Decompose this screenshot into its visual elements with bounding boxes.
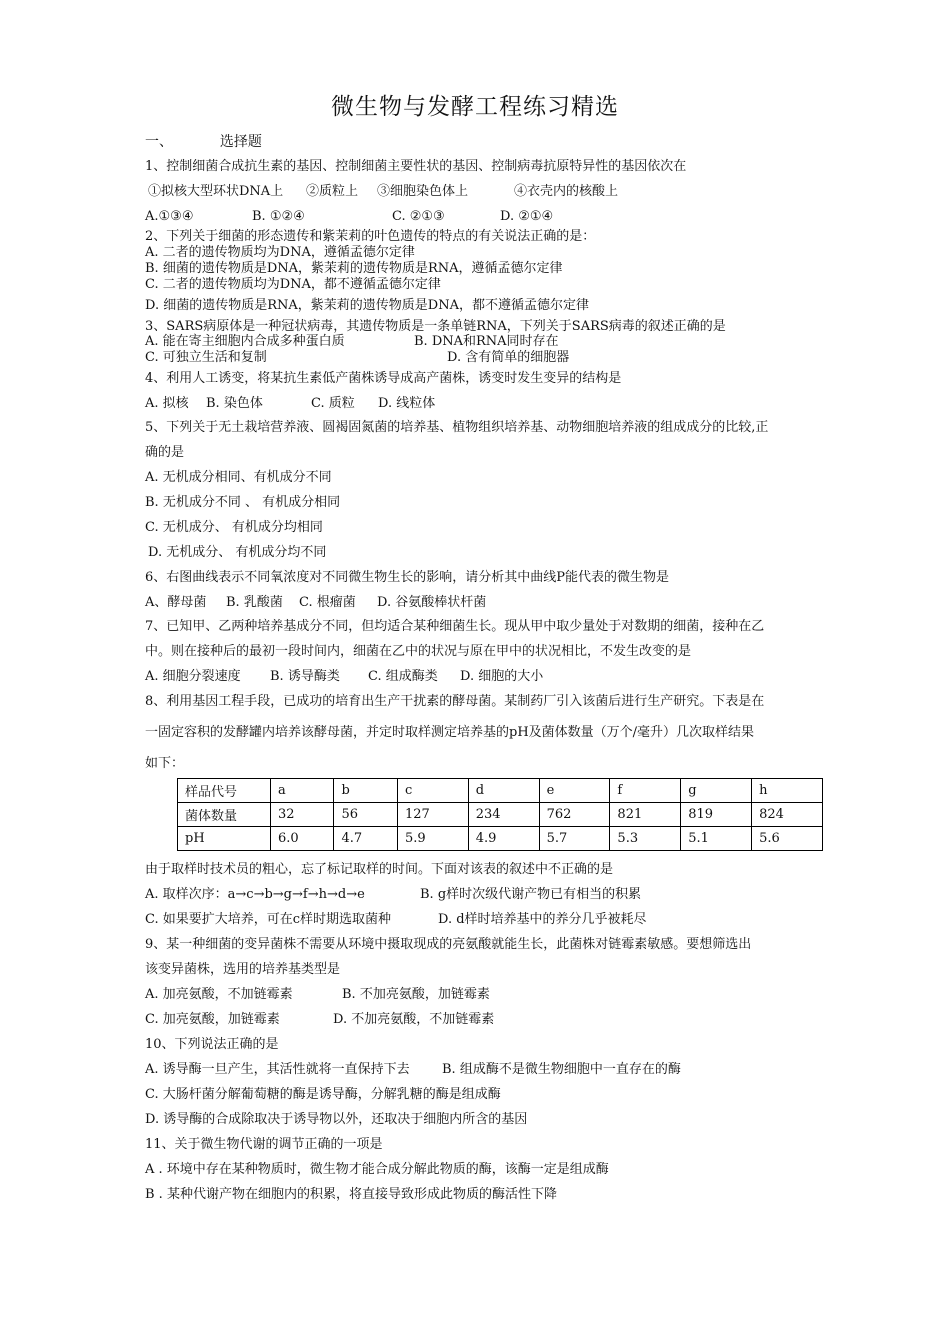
q3-option-c: C. 可独立生活和复制	[145, 350, 267, 365]
q4-stem: 4、利用人工诱变，将某抗生素低产菌株诱导成高产菌株，诱变时发生变异的结构是	[145, 371, 622, 386]
q11-option-a: A . 环境中存在某种物质时，微生物才能合成分解此物质的酶，该酶一定是组成酶	[145, 1162, 609, 1177]
table-cell: c	[397, 779, 468, 803]
sample-table	[177, 778, 823, 851]
q2-stem: 2、下列关于细菌的形态遗传和紫茉莉的叶色遗传的特点的有关说法正确的是：	[145, 229, 596, 244]
table-cell: 5.7	[539, 827, 610, 851]
q1-item-3: ③细胞染色体上	[377, 184, 469, 199]
q10-option-c: C. 大肠杆菌分解葡萄糖的酶是诱导酶，分解乳糖的酶是组成酶	[145, 1087, 501, 1102]
q3-option-a: A. 能在寄主细胞内合成多种蛋白质	[145, 334, 345, 349]
table-cell: h	[752, 779, 823, 803]
q9-stem-line-1: 9、某一种细菌的变异菌株不需要从环境中摄取现成的亮氨酸就能生长，此菌株对链霉素敏感。要想筛选出	[145, 937, 752, 952]
q5-option-c: C. 无机成分、 有机成分均相同	[145, 520, 323, 535]
q10-option-b: B. 组成酶不是微生物细胞中一直存在的酶	[442, 1062, 681, 1077]
table-cell: 5.1	[681, 827, 752, 851]
q9-option-b: B. 不加亮氨酸，加链霉素	[342, 987, 490, 1002]
q8-stem-line-3: 如下：	[145, 756, 185, 771]
q8-stem-line-2: 一固定容积的发酵罐内培养该酵母菌，并定时取样测定培养基的pH及菌体数量（万个/毫升）几次取样结果	[145, 725, 755, 740]
q4-option-c: C. 质粒	[311, 396, 355, 411]
table-cell: b	[334, 779, 397, 803]
q5-option-d: D. 无机成分、 有机成分均不同	[148, 545, 327, 560]
q6-option-d: D. 谷氨酸棒状杆菌	[377, 595, 487, 610]
q6-option-b: B. 乳酸菌	[226, 595, 283, 610]
q7-option-d: D. 细胞的大小	[460, 669, 544, 684]
q8-after-table: 由于取样时技术员的粗心，忘了标记取样的时间。下面对该表的叙述中不正确的是	[145, 862, 614, 877]
table-cell: 4.7	[334, 827, 397, 851]
q4-option-d: D. 线粒体	[378, 396, 436, 411]
q10-option-a: A. 诱导酶一旦产生，其活性就将一直保持下去	[145, 1062, 410, 1077]
q1-option-b: B. ①②④	[252, 209, 305, 224]
q7-stem-line-2: 中。则在接种后的最初一段时间内，细菌在乙中的状况与原在甲中的状况相比，不发生改变的是	[145, 644, 692, 659]
table-cell: 32	[271, 803, 334, 827]
table-cell: 819	[681, 803, 752, 827]
q3-option-b: B. DNA和RNA同时存在	[414, 334, 559, 349]
q7-option-a: A. 细胞分裂速度	[145, 669, 241, 684]
row-header: pH	[178, 827, 271, 851]
q2-option-b: B. 细菌的遗传物质是DNA，紫茉莉的遗传物质是RNA，遵循孟德尔定律	[145, 261, 563, 276]
q4-option-a: A. 拟核	[145, 396, 189, 411]
table-cell: 4.9	[468, 827, 539, 851]
table-row	[178, 803, 823, 827]
table-cell: a	[271, 779, 334, 803]
q1-item-1: ①拟核大型环状DNA上	[148, 184, 284, 199]
q2-option-d: D. 细菌的遗传物质是RNA，紫茉莉的遗传物质是DNA，都不遵循孟德尔定律	[145, 298, 589, 313]
q8-stem-line-1: 8、利用基因工程手段，已成功的培育出生产干扰素的酵母菌。某制药厂引入该菌后进行生产研究。下表是在	[145, 694, 765, 709]
q9-option-a: A. 加亮氨酸，不加链霉素	[145, 987, 293, 1002]
table-cell: 762	[539, 803, 610, 827]
table-cell: d	[468, 779, 539, 803]
q5-stem-line-1: 5、下列关于无土栽培营养液、圆褐固氮菌的培养基、植物组织培养基、动物细胞培养液的组成成分的比较,正	[145, 420, 769, 435]
q2-option-c: C. 二者的遗传物质均为DNA，都不遵循孟德尔定律	[145, 277, 441, 292]
table-cell: 127	[397, 803, 468, 827]
q1-item-4: ④衣壳内的核酸上	[514, 184, 619, 199]
q8-option-c: C. 如果要扩大培养，可在c样时期选取菌种	[145, 912, 392, 927]
q6-option-a: A、酵母菌	[145, 595, 207, 610]
table-cell: 234	[468, 803, 539, 827]
table-cell: f	[610, 779, 681, 803]
q3-option-d: D. 含有简单的细胞器	[447, 350, 570, 365]
q1-item-2: ②质粒上	[306, 184, 359, 199]
table-cell: 56	[334, 803, 397, 827]
q7-stem-line-1: 7、已知甲、乙两种培养基成分不同，但均适合某种细菌生长。现从甲中取少量处于对数期的细菌，接种在乙	[145, 619, 765, 634]
table-row	[178, 827, 823, 851]
q5-stem-line-2: 确的是	[145, 445, 185, 460]
q1-stem: 1、控制细菌合成抗生素的基因、控制细菌主要性状的基因、控制病毒抗原特异性的基因依次在	[145, 159, 687, 174]
table-cell: 6.0	[271, 827, 334, 851]
q8-option-a: A. 取样次序：a→c→b→g→f→h→d→e	[145, 887, 365, 902]
table-row	[178, 779, 823, 803]
q10-stem: 10、下列说法正确的是	[145, 1037, 279, 1052]
q3-stem: 3、SARS病原体是一种冠状病毒，其遗传物质是一条单链RNA，下列关于SARS病毒的叙述正确的是	[145, 319, 726, 334]
table-cell: e	[539, 779, 610, 803]
table-cell: 5.6	[752, 827, 823, 851]
section-label: 选择题	[219, 134, 262, 150]
q2-option-a: A. 二者的遗传物质均为DNA，遵循孟德尔定律	[145, 245, 415, 260]
q4-option-b: B. 染色体	[206, 396, 263, 411]
q10-option-d: D. 诱导酶的合成除取决于诱导物以外，还取决于细胞内所含的基因	[145, 1112, 528, 1127]
q5-option-b: B. 无机成分不同 、 有机成分相同	[145, 495, 341, 510]
page-title: 微生物与发酵工程练习精选	[331, 94, 619, 120]
q8-option-b: B. g样时次级代谢产物已有相当的积累	[420, 887, 642, 902]
section-heading	[145, 134, 262, 150]
q9-stem-line-2: 该变异菌株，选用的培养基类型是	[145, 962, 341, 977]
q9-option-c: C. 加亮氨酸，加链霉素	[145, 1012, 280, 1027]
q1-option-d: D. ②①④	[500, 209, 554, 224]
q6-option-c: C. 根瘤菌	[299, 595, 356, 610]
q8-option-d: D. d样时培养基中的养分几乎被耗尽	[438, 912, 647, 927]
table-cell: 5.3	[610, 827, 681, 851]
table-cell: g	[681, 779, 752, 803]
q9-option-d: D. 不加亮氨酸，不加链霉素	[333, 1012, 495, 1027]
table-cell: 821	[610, 803, 681, 827]
row-header: 菌体数量	[178, 803, 271, 827]
q7-option-b: B. 诱导酶类	[270, 669, 340, 684]
q6-stem: 6、右图曲线表示不同氧浓度对不同微生物生长的影响，请分析其中曲线P能代表的微生物是	[145, 570, 670, 585]
q1-option-c: C. ②①③	[392, 209, 445, 224]
q11-stem: 11、关于微生物代谢的调节正确的一项是	[145, 1137, 383, 1152]
table-cell: 5.9	[397, 827, 468, 851]
q5-option-a: A. 无机成分相同、有机成分不同	[145, 470, 332, 485]
q11-option-b: B . 某种代谢产物在细胞内的积累，将直接导致形成此物质的酶活性下降	[145, 1187, 557, 1202]
section-number: 一、	[145, 134, 173, 150]
q1-option-a: A.①③④	[145, 209, 194, 224]
table-cell: 824	[752, 803, 823, 827]
q7-option-c: C. 组成酶类	[368, 669, 438, 684]
row-header: 样品代号	[178, 779, 271, 803]
